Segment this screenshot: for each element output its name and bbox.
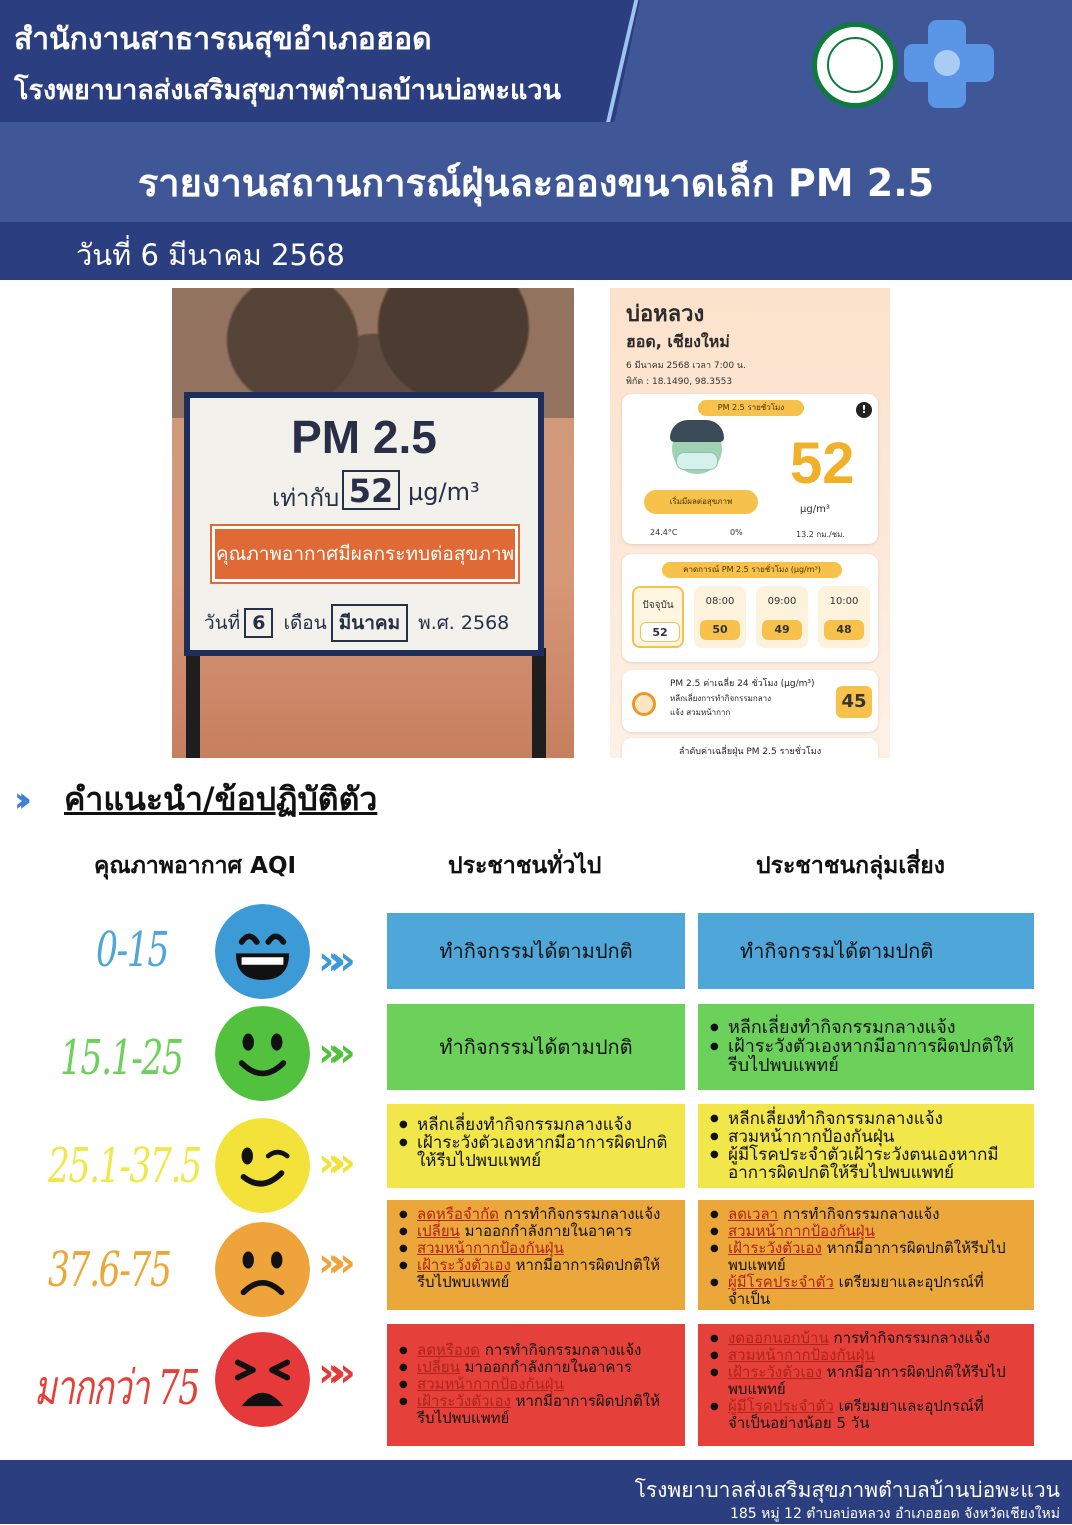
footer-org-name: โรงพยาบาลส่งเสริมสุขภาพตำบลบ้านบ่อพะแวน [634,1478,1060,1502]
advice-item: ● สวมหน้ากากป้องกันฝุ่น [397,1376,675,1393]
aqi-range: มากกว่า 75 [34,1360,199,1416]
sign-status: คุณภาพอากาศมีผลกระทบต่อสุขภาพ [212,526,518,582]
advice-item: ● หลีกเลี่ยงทำกิจกรรมกลางแจ้ง [397,1116,675,1134]
sign-title: PM 2.5 [291,411,437,463]
chevron-right-icon: »» [318,1140,342,1186]
chevron-right-icon: »» [318,938,342,984]
mask-icon [676,452,718,470]
app-place-name: บ่อหลวง [626,302,705,327]
sign-value: 52 [342,470,400,510]
smiling-face-icon [215,1006,310,1101]
forecast-hour[interactable] [694,586,746,648]
ranking-label: ลำดับค่าเฉลี่ยฝุ่น PM 2.5 รายชั่วโมง [678,747,822,757]
risk-advice-list [708,1018,1024,1075]
forecast-value: 50 [700,620,740,640]
sign-day-label: วันที่ [204,612,241,634]
forecast-now[interactable] [632,586,684,648]
risk-advice-box [698,1200,1034,1310]
advice-item: ● เฝ้าระวังตัวเอง หากมีอาการผิดปกติให้รีบไปพบแพทย์ [708,1364,1024,1398]
forecast-hour[interactable] [818,586,870,648]
avg-title: PM 2.5 ค่าเฉลี่ย 24 ชั่วโมง (µg/m³) [670,679,815,689]
sign-month-label: เดือน [283,612,327,634]
general-advice-list [397,1116,675,1170]
general-advice-box [387,1200,685,1310]
double-chevron-icon: ›› [14,780,23,820]
rain-chance: 0% [730,528,743,537]
masked-person-hair [670,420,724,442]
advice-item: ● ลดหรือจำกัด การทำกิจกรรมกลางแจ้ง [397,1206,675,1223]
temperature: 24.4°C [650,528,678,537]
forecast-value: 48 [824,620,864,640]
risk-advice-box [698,1004,1034,1090]
advice-item: ● หลีกเลี่ยงทำกิจกรรมกลางแจ้ง [708,1110,1024,1128]
advice-item: ● เฝ้าระวังตัวเอง หากมีอาการผิดปกติให้รีบไปพบแพทย์ [397,1257,675,1291]
wind-speed: 13.2 กม./ชม. [796,530,845,539]
col-header-risk: ประชาชนกลุ่มเสี่ยง [756,853,945,879]
general-advice-box [387,1324,685,1446]
report-date: วันที่ 6 มีนาคม 2568 [76,238,345,272]
org-name-line2: โรงพยาบาลส่งเสริมสุขภาพตำบลบ้านบ่อพะแวน [14,75,561,106]
pm25-sign-board [184,392,544,656]
sign-year: 2568 [460,612,510,634]
advice-item: ● เฝ้าระวังตัวเองหากมีอาการผิดปกติให้รีบไปพบแพทย์ [397,1134,675,1170]
advice-item: ● เฝ้าระวังตัวเอง หากมีอาการผิดปกติให้รีบไปพบแพทย์ [397,1393,675,1427]
info-icon[interactable]: ! [856,402,872,418]
avg-value: 45 [836,686,872,718]
app-ranking-card[interactable] [622,738,878,758]
risk-advice-list [708,1206,1024,1308]
chevron-right-icon: »» [318,1240,342,1286]
forecast-hour[interactable] [756,586,808,648]
health-status-button[interactable]: เริ่มมีผลต่อสุขภาพ [644,490,758,514]
col-header-aqi: คุณภาพอากาศ AQI [94,853,297,879]
advice-item: ● เปลี่ยน มาออกกำลังกายในอาคาร [397,1223,675,1240]
report-title: รายงานสถานการณ์ฝุ่นละอองขนาดเล็ก PM 2.5 [137,161,935,205]
sign-year-label: พ.ศ. [418,612,455,634]
sign-day: 6 [244,608,273,638]
advice-item: ● ลดเวลา การทำกิจกรรมกลางแจ้ง [708,1206,1024,1223]
forecast-label: ปัจจุบัน [642,600,674,611]
risk-advice-list [708,1330,1024,1432]
app-average-card [622,670,878,732]
distressed-face-icon [215,1332,310,1427]
app-district: ฮอด, เชียงใหม่ [626,332,730,351]
forecast-label: 09:00 [767,596,797,607]
forecast-value: 49 [762,620,802,640]
aqi-range: 25.1-37.5 [48,1138,201,1194]
advice-item: ● สวมหน้ากากป้องกันฝุ่น [708,1128,1024,1146]
history-clock-icon [632,692,656,716]
medical-cross-logo-center [934,50,960,76]
ministry-seal-logo [812,22,898,108]
sign-post-left [186,648,200,758]
advice-item: ● ผู้มีโรคประจำตัวเฝ้าระวังตนเองหากมีอาการผิดปกติให้รีบไปพบแพทย์ [708,1146,1024,1182]
hourly-label: PM 2.5 รายชั่วโมง [698,400,804,416]
app-current-card [622,394,878,544]
advice-item: ● สวมหน้ากากป้องกันฝุ่น [708,1347,1024,1364]
general-advice-box: ทำกิจกรรมได้ตามปกติ [387,1004,685,1090]
general-advice-box [387,1104,685,1188]
advice-item: ● ผู้มีโรคประจำตัว เตรียมยาและอุปกรณ์ที่จำเป็นอย่างน้อย 5 วัน [708,1398,1024,1432]
frowning-face-icon [215,1222,310,1317]
app-coordinates: พิกัด : 18.1490, 98.3553 [626,377,733,387]
sign-date-row [204,604,509,642]
avg-advice-1: หลีกเลี่ยงการทำกิจกรรมกลาง [670,694,772,703]
advice-item: ● เฝ้าระวังตัวเองหากมีอาการผิดปกติให้รีบไปพบแพทย์ [708,1037,1024,1075]
general-advice-box: ทำกิจกรรมได้ตามปกติ [387,913,685,989]
forecast-title: คาดการณ์ PM 2.5 รายชั่วโมง (µg/m³) [662,562,842,578]
forecast-value: 52 [640,622,680,642]
sign-unit: µg/m³ [408,478,480,506]
forecast-label: 10:00 [829,596,859,607]
chevron-right-icon: »» [318,1030,342,1076]
risk-advice-box [698,1324,1034,1446]
advice-item: ● สวมหน้ากากป้องกันฝุ่น [397,1240,675,1257]
risk-advice-box: ทำกิจกรรมได้ตามปกติ [698,913,1034,989]
app-forecast-card [622,554,878,662]
grinning-face-icon [215,904,310,999]
advice-item: ● เฝ้าระวังตัวเอง หากมีอาการผิดปกติให้รีบไปพบแพทย์ [708,1240,1024,1274]
footer-address: 185 หมู่ 12 ตำบลบ่อหลวง อำเภอฮอด จังหวัดเชียงใหม่ [729,1506,1060,1522]
sign-equals-label: เท่ากับ [272,484,340,512]
aqi-range: 15.1-25 [60,1030,183,1086]
advice-item: ● ผู้มีโรคประจำตัว เตรียมยาและอุปกรณ์ที่จำเป็น [708,1274,1024,1308]
general-advice-list [397,1206,675,1291]
app-datetime: 6 มีนาคม 2568 เวลา 7:00 น. [626,361,746,371]
avg-advice-2: แจ้ง สวมหน้ากาก [670,708,731,717]
advice-item: ● งดออกนอกบ้าน การทำกิจกรรมกลางแจ้ง [708,1330,1024,1347]
aqi-range: 37.6-75 [48,1242,171,1298]
advice-item: ● สวมหน้ากากป้องกันฝุ่น [708,1223,1024,1240]
app-current-value: 52 [790,431,855,496]
general-advice-list [397,1342,675,1427]
app-unit: µg/m³ [800,504,830,515]
risk-advice-box [698,1104,1034,1188]
advice-item: ● หลีกเลี่ยงทำกิจกรรมกลางแจ้ง [708,1018,1024,1037]
advice-item: ● เปลี่ยน มาออกกำลังกายในอาคาร [397,1359,675,1376]
recommend-heading: คำแนะนำ/ข้อปฏิบัติตัว [64,780,378,818]
winking-face-icon [215,1118,310,1213]
sign-month: มีนาคม [331,604,408,642]
air-quality-app-screenshot [610,288,890,758]
org-name-line1: สำนักงานสาธารณสุขอำเภอฮอด [14,22,432,57]
sign-photo [172,288,574,758]
advice-item: ● ลดหรืองด การทำกิจกรรมกลางแจ้ง [397,1342,675,1359]
chevron-right-icon: »» [318,1350,342,1396]
aqi-range: 0-15 [96,922,168,978]
risk-advice-list [708,1110,1024,1182]
forecast-label: 08:00 [705,596,735,607]
sign-post-right [532,648,546,758]
col-header-general: ประชาชนทั่วไป [448,853,602,879]
